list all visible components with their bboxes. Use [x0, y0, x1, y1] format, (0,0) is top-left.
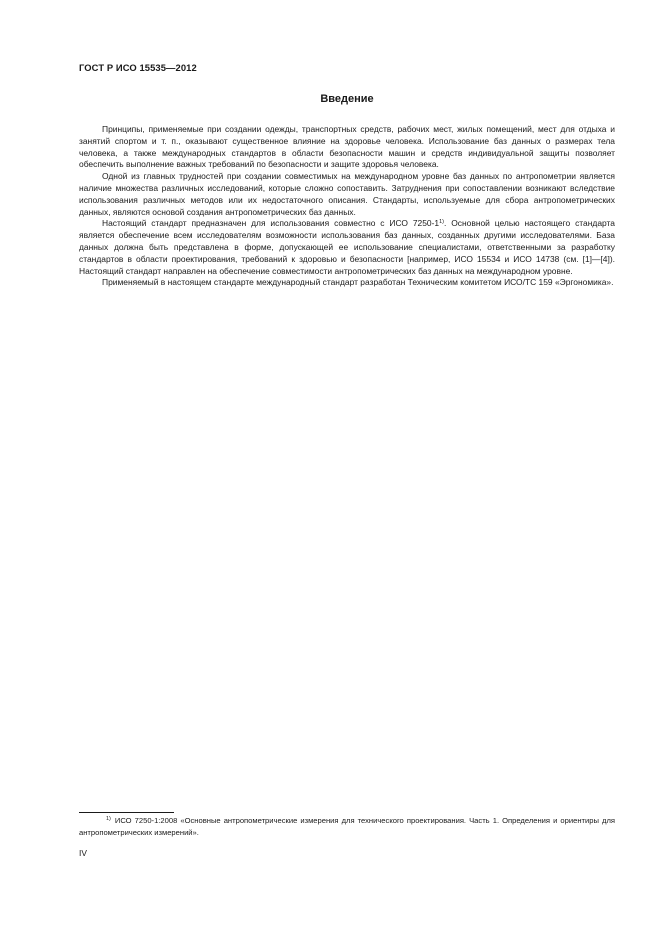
- footnote: 1) ИСО 7250-1:2008 «Основные антропометрические измерения для технического проектирования. Часть 1. Определения и ориентиры для антропометрических измерений».: [79, 816, 615, 837]
- paragraph-2: Одной из главных трудностей при создании совместимых на международном уровне баз данных по антропометрии является наличие множества различных исследований, которые сложно сопоставить. Затруднения при сопоставлении возникают вследствие использования различных методов или их недостаточного описания. Стандарты, используемые для сбора антропометрических данных, являются основой создания антропометрических баз данных.: [79, 171, 615, 217]
- footnote-divider: [79, 812, 174, 813]
- paragraph-3: Настоящий стандарт предназначен для использования совместно с ИСО 7250-1$^{1)}$. Основной целью настоящего стандарта является обеспечение всем исследователям возможности использования баз данных, созданных другими исследователями. База данных должна быть представлена в форме, допускающей ее использование специалистами, ответственными за разработку стандартов в области проектирования, требований к здоровью и безопасности [например, ИСО 15534 и ИСО 14738 (см. [1]—[4]). Настоящий стандарт направлен на обеспечение совместимости антропометрических баз данных на международном уровне.: [79, 218, 615, 276]
- page-number: IV: [79, 848, 87, 858]
- document-code: ГОСТ Р ИСО 15535—2012: [79, 62, 197, 73]
- paragraph-3-lead: Настоящий стандарт предназначен для использования совместно с ИСО 7250-1: [102, 218, 440, 229]
- introduction-body: [79, 124, 615, 289]
- footnote-text: ИСО 7250-1:2008 «Основные антропометрические измерения для технического проектирования. Часть 1. Определения и ориентиры для антропометрических измерений».: [79, 816, 615, 837]
- paragraph-1: Принципы, применяемые при создании одежды, транспортных средств, рабочих мест, жилых помещений, мест для отдыха и занятий спортом и т. п., оказывают существенное влияние на здоровье человека. Использование баз данных о размерах тела человека, а также международных стандартов в области безопасности машин и средств индивидуальной защиты позволяет обеспечить выполнение важных требований по безопасности и защите здоровья человека.: [79, 124, 615, 170]
- paragraph-3-rest: Основной целью настоящего стандарта является обеспечение всем исследователям возможности использования баз данных, созданных другими исследователями. База данных должна быть представлена в форме, допускающей ее использование специалистами, ответственными за разработку стандартов в области проектирования, требований к здоровью и безопасности [например, ИСО 15534 и ИСО 14738 (см. [1]—[4]). Настоящий стандарт направлен на обеспечение совместимости антропометрических баз данных на международном уровне.: [79, 218, 615, 276]
- paragraph-4: Применяемый в настоящем стандарте международный стандарт разработан Техническим комитетом ИСО/ТС 159 «Эргономика».: [102, 277, 614, 288]
- footnote-ref[interactable]: 1): [439, 219, 444, 226]
- section-title: Введение: [320, 93, 374, 105]
